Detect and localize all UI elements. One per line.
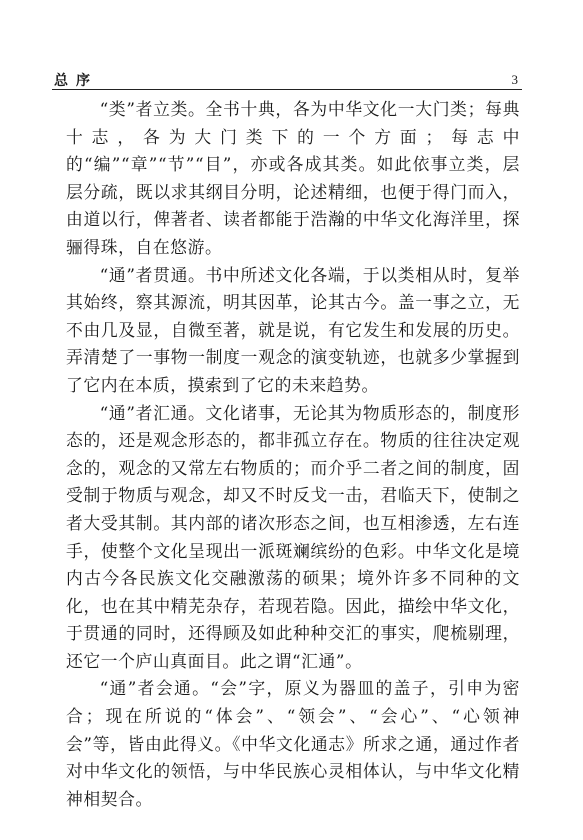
paragraph-lei: “类”者立类。全书十典，各为中华文化一大门类；每典十志，各为大门类下的一个方面；每志中的“编”“章”“节”“目”，亦或各成其类。如此依事立类，层层分疏，既以求其纲目分明，论述精细，也便于得门而入，由道以行，俾著者、读者都能于浩瀚的中华文化海洋里，探骊得珠，自在悠游。 (66, 99, 520, 257)
page-header (52, 66, 522, 92)
running-head-title: 总序 (54, 73, 98, 89)
paragraph-guantong: “通”者贯通。书中所述文化各端，于以类相从时，复举其始终，察其源流，明其因革，论其古今。盖一事之立，无不由几及显，自微至著，就是说，有它发生和发展的历史。弄清楚了一事物一制度一观念的演变轨迹，也就多少掌握到了它内在本质，摸索到了它的未来趋势。 (66, 264, 520, 395)
paragraph-huitong: “通”者汇通。文化诸事，无论其为物质形态的，制度形态的，还是观念形态的，都非孤立存在。物质的往往决定观念的，观念的又常左右物质的；而介乎二者之间的制度，固受制于物质与观念，却又不时反戈一击，君临天下，使制之者大受其制。其内部的诸次形态之间，也互相渗透，左右连手，使整个文化呈现出一派斑斓缤纷的色彩。中华文化是境内古今各民族文化交融激荡的硕果；境外许多不同种的文化，也在其中精芜杂存，若现若隐。因此，描绘中华文化，于贯通的同时，还得顾及如此种种交汇的事实，爬梳剔理，还它一个庐山真面目。此之谓“汇通”。 (66, 402, 520, 671)
body-text (66, 96, 520, 813)
header-rule (52, 89, 522, 90)
page-number: 3 (511, 72, 518, 87)
paragraph-huitong-meet: “通”者会通。“会”字，原义为器皿的盖子，引申为密合；现在所说的“体会”、“领会”、“会心”、“心领神会”等，皆由此得义。《中华文化通志》所求之通，通过作者对中华文化的领悟，与中华民族心灵相体认，与中华文化精神相契合。 (66, 678, 520, 809)
